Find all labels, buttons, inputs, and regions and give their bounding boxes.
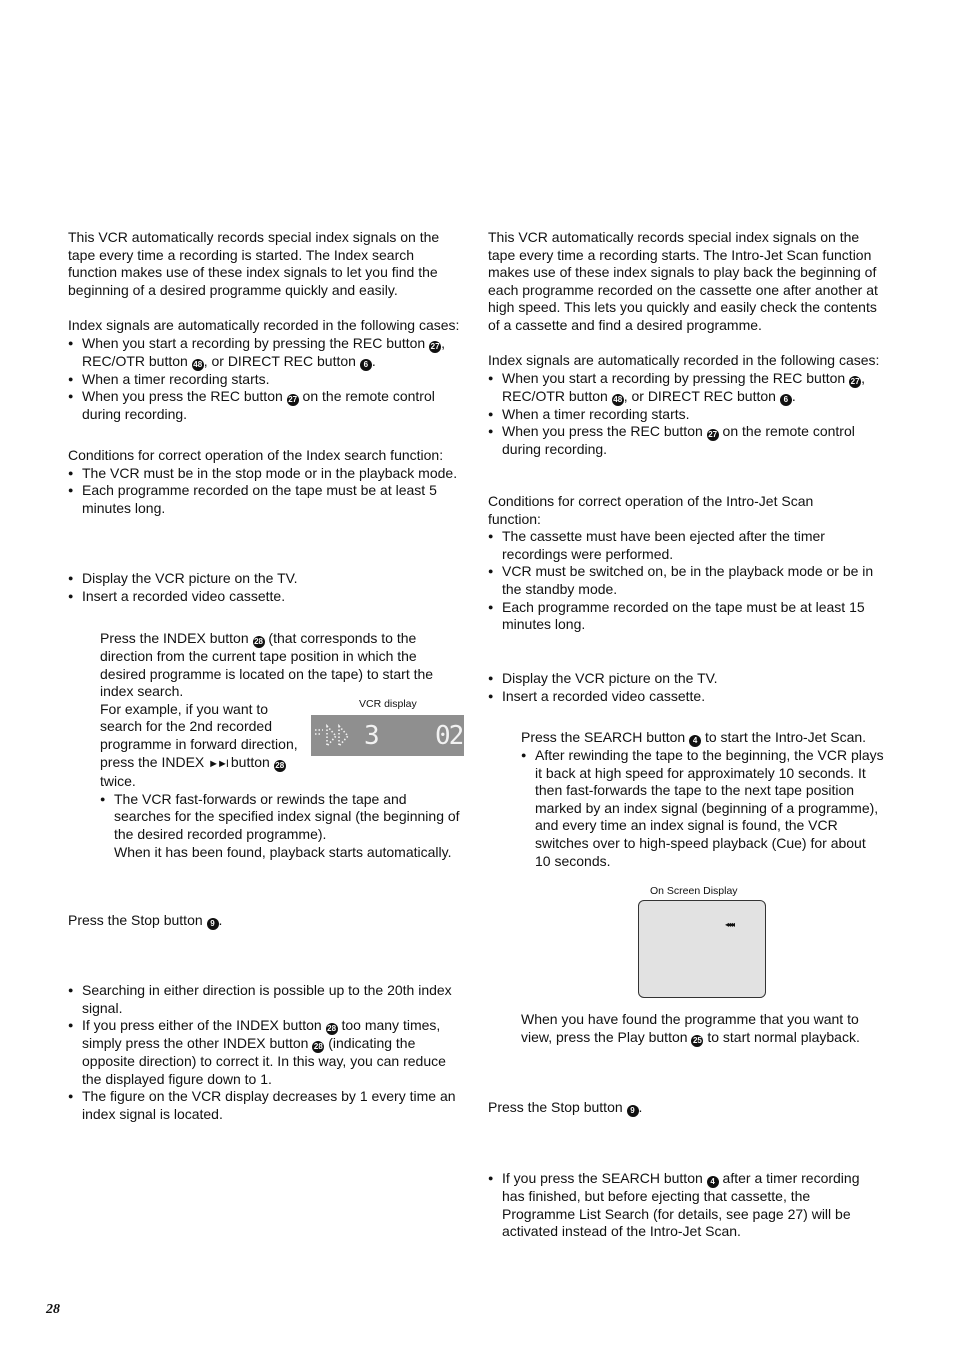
intro-jet-notes: [488, 1170, 884, 1241]
index-conditions-intro: Conditions for correct operation of the Index search function:: [68, 447, 444, 463]
rec-button-ref: 27: [430, 341, 440, 351]
intro-jet-step-1-text: Press the SEARCH button 4 to start the Intro-Jet Scan.: [521, 729, 867, 745]
index-example: For example, if you want to search for the 2nd recorded programme in forward direction, press the INDEX ►►I button 28 twice.: [100, 700, 298, 790]
stop-button-ref: 9: [627, 1105, 639, 1117]
index-step-1-note: ● The VCR fast-forwards or rewinds the tape and searches for the specified index signal (the beginning of the desired recorded programme). When it has been found, playback starts automatically.: [100, 791, 464, 861]
intro-jet-step-1: [521, 729, 885, 870]
vcr-display-left-value: 3: [364, 721, 380, 751]
cue-indicator-icon: ◂◂◂◂: [725, 920, 734, 929]
intro-jet-case-2: ● When a timer recording starts.: [488, 406, 884, 424]
vcr-display-right-value: 02: [435, 721, 463, 751]
intro-jet-cases: [488, 352, 884, 459]
index-case-2: ● When a timer recording starts.: [68, 371, 464, 389]
stop-button-ref: 9: [207, 918, 219, 930]
forward-skip-icon: ►►I: [208, 757, 227, 770]
index-case-3: ● When you press the REC button 27 on the remote control during recording.: [68, 388, 464, 424]
index-button-ref: 28: [254, 637, 263, 646]
intro-jet-condition-2: ● VCR must be switched on, be in the playback mode or be in the standby mode.: [488, 563, 884, 598]
rec-otr-button-ref: 48: [193, 359, 203, 369]
intro-jet-intro: This VCR automatically records special index signals on the tape every time a recording starts. The Intro-Jet Scan function makes use of these index signals to play back the beginning of each programme recorded on the cassette one after another at high speed. This lets you quickly and easily check the contents of a cassette and find a desired programme.: [488, 229, 878, 333]
intro-jet-stop: Press the Stop button 9 .: [488, 1099, 643, 1115]
rec-otr-button-ref: 48: [613, 394, 623, 404]
intro-jet-conditions-intro: Conditions for correct operation of the Intro-Jet Scan function:: [488, 493, 814, 527]
on-screen-display: [638, 900, 766, 998]
index-button-ref: 28: [313, 1042, 323, 1052]
intro-jet-step-2: When you have found the programme that you want to view, press the Play button 25 to start normal playback.: [521, 1011, 860, 1045]
index-note-2: ● If you press either of the INDEX button 28 too many times, simply press the other INDEX button 28 (indicating the opposite direction) to correct it. In this way, you can reduce the displayed figure down to 1.: [68, 1017, 464, 1088]
index-prep-1: ● Display the VCR picture on the TV.: [68, 570, 464, 588]
direct-rec-button-ref: 6: [360, 359, 372, 371]
play-button-ref: 25: [692, 1035, 702, 1045]
rec-button-ref: 27: [288, 395, 298, 405]
index-step-1-text: Press the INDEX button 28 (that corresponds to the direction from the current tape position in which the desired programme is located on the tape) to start the index search.: [100, 630, 434, 700]
direct-rec-button-ref: 6: [780, 394, 792, 406]
index-button-ref: 28: [275, 760, 285, 770]
index-prep-2: ● Insert a recorded video cassette.: [68, 588, 464, 606]
search-button-ref: 4: [707, 1176, 719, 1188]
index-preparation: [68, 570, 464, 605]
index-notes: [68, 982, 464, 1124]
intro-jet-cases-intro: Index signals are automatically recorded in the following cases:: [488, 352, 880, 368]
page-number: 28: [46, 1302, 60, 1317]
index-cases: [68, 317, 464, 424]
index-stop: Press the Stop button 9 .: [68, 912, 223, 928]
index-note-3: ● The figure on the VCR display decreases by 1 every time an index signal is located.: [68, 1088, 464, 1123]
rec-button-ref: 27: [708, 430, 718, 440]
rec-button-ref: 27: [850, 376, 860, 386]
index-button-ref: 28: [327, 1024, 337, 1034]
osd-caption: On Screen Display: [650, 885, 738, 897]
intro-jet-prep-1: ● Display the VCR picture on the TV.: [488, 670, 884, 688]
index-cases-intro: Index signals are automatically recorded in the following cases:: [68, 317, 460, 333]
intro-jet-preparation: [488, 670, 884, 705]
search-button-ref: 4: [689, 735, 701, 747]
index-intro: This VCR automatically records special index signals on the tape every time a recording is started. The Index search function makes use of these index signals to let you find the beginning of a desired programme quickly and easily.: [68, 229, 440, 298]
index-case-1: ● When you start a recording by pressing the REC button 27 , REC/OTR button 48 , or DIRECT REC button 6 .: [68, 335, 464, 371]
index-condition-1: ● The VCR must be in the stop mode or in the playback mode.: [68, 465, 464, 483]
intro-jet-note-1: ● If you press the SEARCH button 4 after a timer recording has finished, but before ejecting that cassette, the Programme List Search (for details, see page 27) will be activated instead of the Intro-Jet Scan.: [488, 1170, 884, 1241]
index-condition-2: ● Each programme recorded on the tape must be at least 5 minutes long.: [68, 482, 464, 517]
intro-jet-case-1: ● When you start a recording by pressing the REC button 27 , REC/OTR button 48 , or DIRECT REC button 6 .: [488, 370, 884, 406]
intro-jet-prep-2: ● Insert a recorded video cassette.: [488, 688, 884, 706]
intro-jet-condition-3: ● Each programme recorded on the tape must be at least 15 minutes long.: [488, 599, 884, 634]
vcr-display-caption: VCR display: [359, 698, 417, 710]
intro-jet-conditions: [488, 493, 884, 634]
intro-jet-case-3: ● When you press the REC button 27 on the remote control during recording.: [488, 423, 884, 459]
index-conditions: [68, 447, 464, 517]
intro-jet-condition-1: ● The cassette must have been ejected after the timer recordings were performed.: [488, 528, 884, 563]
index-note-1: ● Searching in either direction is possible up to the 20th index signal.: [68, 982, 464, 1017]
vcr-display: [311, 715, 464, 756]
intro-jet-step-1-note: ● After rewinding the tape to the beginning, the VCR plays it back at high speed for approximately 10 seconds. It then fast-forwards the tape to the next tape position marked by an index signal (beginning of a programme), and every time an index signal is found, the VCR switches over to high-speed playback (Cue) for about 10 seconds.: [521, 747, 885, 870]
